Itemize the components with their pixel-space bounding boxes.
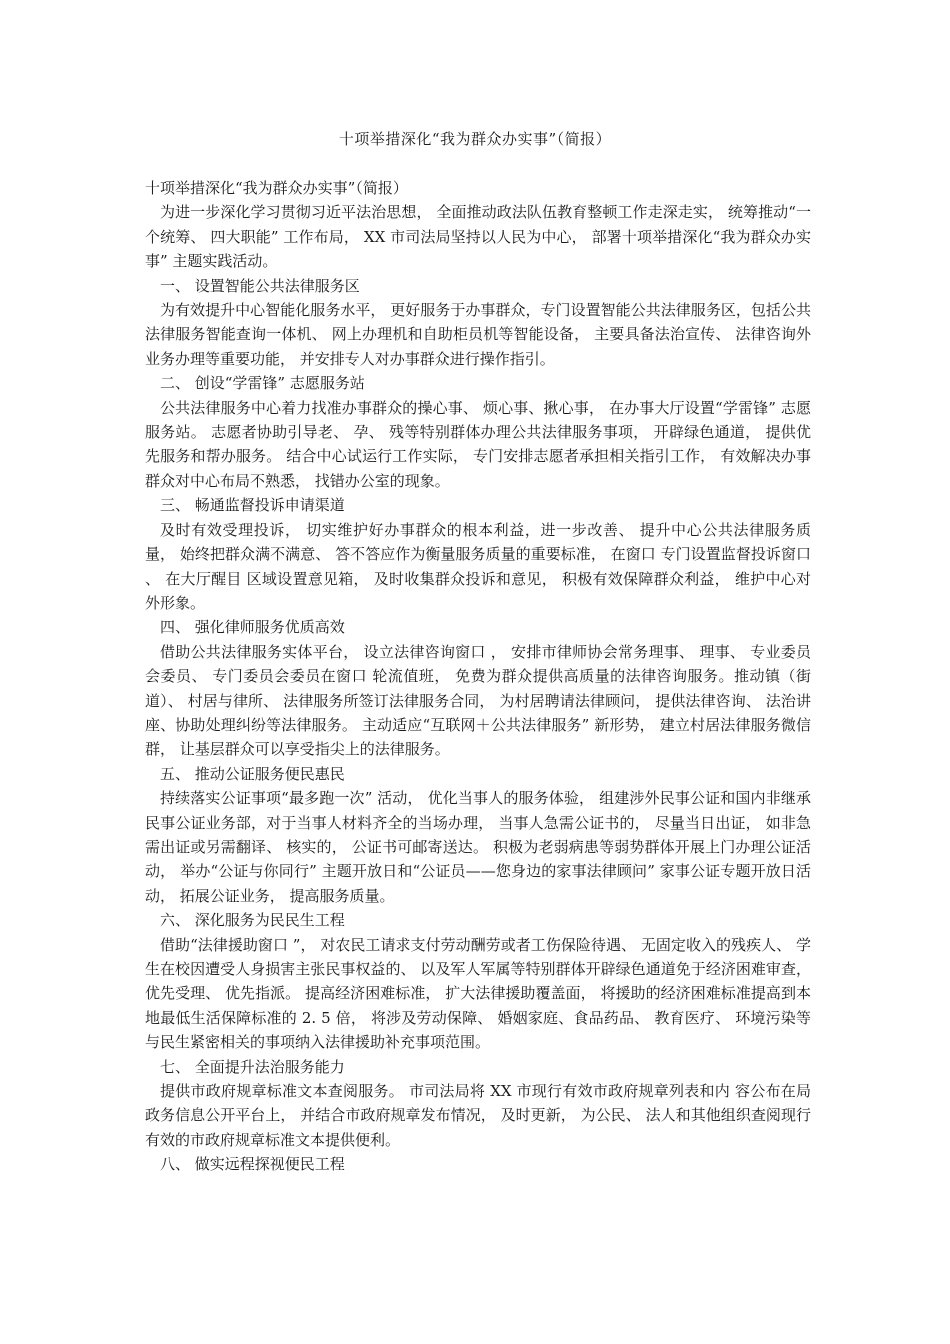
section-body-6: 借助“法律援助窗口 ”， 对农民工请求支付劳动酬劳或者工伤保险待遇、 无固定收入的残疾人、 学生在校因遭受人身损害主张民事权益的、 以及军人军属等特别群体开辟绿色通道免于经济困难审查， 优先受理、 优先指派。 提高经济困难标准， 扩大法律援助覆盖面， 将援助的经济困难标准提高到本地最低生活保障标准的 2. 5 倍， 将涉及劳动保障、 婚姻家庭、食品药品、 教育医疗、 环境污染等与民生紧密相关的事项纳入法律援助补充事项范围。: [145, 935, 811, 1052]
section-heading-2: 二、 创设“学雷锋” 志愿服务站: [160, 374, 365, 393]
section-body-3: 及时有效受理投诉， 切实维护好办事群众的根本利益，进一步改善、 提升中心公共法律服务质量， 始终把群众满不满意、 答不答应作为衡量服务质量的重要标准， 在窗口 专门设置监督投诉窗口 、 在大厅醒目 区域设置意见箱， 及时收集群众投诉和意见， 积极有效保障群众利益， 维护中心对外形象。: [145, 520, 811, 612]
section-heading-7: 七、 全面提升法治服务能力: [160, 1057, 345, 1076]
section-heading-4: 四、 强化律师服务优质高效: [160, 618, 345, 637]
document-subtitle: 十项举措深化“我为群众办实事”（简报）: [145, 179, 408, 197]
section-heading-6: 六、 深化服务为民民生工程: [160, 911, 345, 930]
document-body: [145, 176, 811, 1177]
section-body-4: 借助公共法律服务实体平台， 设立法律咨询窗口 ， 安排市律师协会常务理事、 理事、 专业委员会委员、 专门委员会委员在窗口 轮流值班， 免费为群众提供高质量的法律咨询服务。推动镇（街道）、 村居与律所、 法律服务所签订法律服务合同， 为村居聘请法律顾问， 提供法律咨询、 法治讲座、协助处理纠纷等法律服务。 主动适应“互联网＋公共法律服务” 新形势， 建立村居法律服务微信群， 让基层群众可以享受指尖上的法律服务。: [145, 642, 811, 759]
section-body-1: 为有效提升中心智能化服务水平， 更好服务于办事群众，专门设置智能公共法律服务区，包括公共法律服务智能查询一体机、 网上办理机和自助柜员机等智能设备， 主要具备法治宣传、 法律咨询外业务办理等重要功能， 并安排专人对办事群众进行操作指引。: [145, 301, 811, 368]
section-heading-5: 五、 推动公证服务便民惠民: [160, 764, 345, 783]
section-heading-3: 三、 畅通监督投诉申请渠道: [160, 496, 345, 515]
document-title: 十项举措深化“我为群众办实事”（简报）: [338, 130, 612, 148]
section-heading-8: 八、 做实远程探视便民工程: [160, 1155, 345, 1174]
section-body-7: 提供市政府规章标准文本查阅服务。 市司法局将 XX 市现行有效市政府规章列表和内 容公布在局政务信息公开平台上， 并结合市政府规章发布情况， 及时更新， 为公民、 法人和其他组织查阅现行有效的市政府规章标准文本提供便利。: [145, 1082, 811, 1149]
section-body-2: 公共法律服务中心着力找准办事群众的操心事、 烦心事、揪心事， 在办事大厅设置“学雷锋” 志愿服务站。 志愿者协助引导老、 孕、 残等特别群体办理公共法律服务事项， 开辟绿色通道， 提供优先服务和帮办服务。 结合中心试运行工作实际， 专门安排志愿者承担相关指引工作， 有效解决办事群众对中心布局不熟悉， 找错办公室的现象。: [145, 398, 811, 490]
section-heading-1: 一、 设置智能公共法律服务区: [160, 276, 360, 295]
section-body-5: 持续落实公证事项“最多跑一次” 活动， 优化当事人的服务体验， 组建涉外民事公证和国内非继承民事公证业务部，对于当事人材料齐全的当场办理， 当事人急需公证书的， 尽量当日出证， 如非急需出证或另需翻译、 核实的， 公证书可邮寄送达。 积极为老弱病患等弱势群体开展上门办理公证活动， 举办“公证与你同行” 主题开放日和“公证员——您身边的家事法律顾问” 家事公证专题开放日活动， 拓展公证业务， 提高服务质量。: [145, 789, 811, 905]
intro-paragraph: 为进一步深化学习贯彻习近平法治思想， 全面推动政法队伍教育整顿工作走深走实， 统筹推动“一个统筹、 四大职能” 工作布局， XX 市司法局坚持以人民为中心， 部署十项举措深化“我为群众办实事” 主题实践活动。: [145, 203, 811, 271]
